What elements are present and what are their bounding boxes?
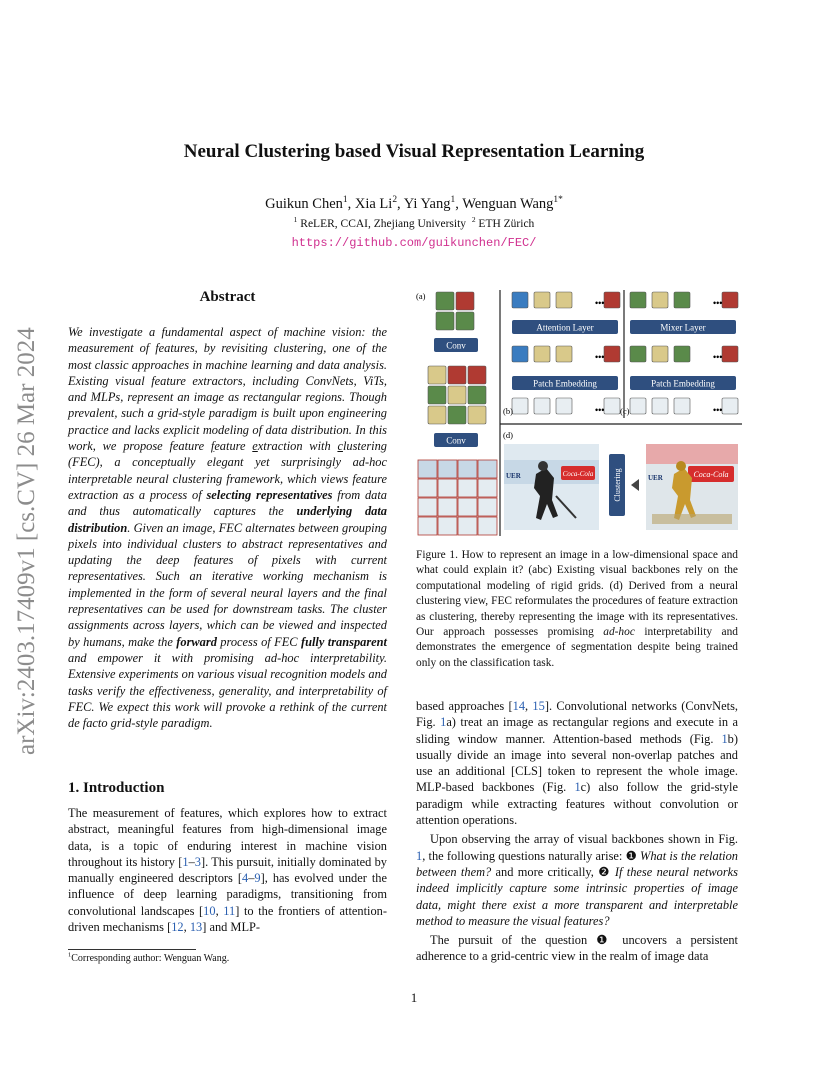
code-link[interactable]: https://github.com/guikunchen/FEC/ — [291, 236, 537, 250]
token-cell — [436, 312, 454, 330]
ad-text: Coca-Cola — [693, 470, 729, 479]
arxiv-id: arXiv:2403.17409v1 [cs.CV] 26 Mar 2024 — [13, 327, 40, 755]
token-cell — [556, 398, 572, 414]
ad-text-short: UER — [648, 474, 663, 482]
token-cell — [604, 346, 620, 362]
ellipsis-glyph: ••• — [595, 298, 605, 308]
token-cell — [556, 346, 572, 362]
ad-text-short: UER — [506, 472, 521, 480]
token-cell — [674, 292, 690, 308]
token-cell — [448, 366, 466, 384]
ellipsis-glyph: ••• — [713, 298, 723, 308]
token-cell — [428, 366, 446, 384]
author-affil-sup: 1 — [450, 195, 456, 206]
token-cell — [674, 346, 690, 362]
ellipsis-glyph: ••• — [713, 352, 723, 362]
author-affil-sup: 2 — [392, 195, 398, 206]
panel-label-d: (d) — [503, 430, 513, 440]
arxiv-stamp — [13, 285, 48, 755]
token-cell — [512, 398, 528, 414]
token-cell — [468, 406, 486, 424]
citation-link[interactable]: 15 — [532, 699, 545, 713]
image-patch — [478, 479, 497, 497]
image-patch — [478, 498, 497, 516]
image-patch — [478, 460, 497, 478]
page-number: 1 — [410, 990, 418, 1005]
citation-link[interactable]: 11 — [223, 903, 236, 918]
image-patch — [478, 517, 497, 535]
token-cell — [534, 346, 550, 362]
introduction-body: The measurement of features, which explores how to extract abstract, meaningful features from high-dimensional image data, is a topic of enduring interest in machine vision throughout its history [1–3]. This pursuit, initially dominated by manually engineered descriptors [4–9], has evolved under the influence of deep learning paradigms, transitioning from convolutional landscapes [10, 11] to the frontiers of attention-driven mechanisms [12, 13] and MLP- — [68, 806, 387, 935]
conv-label: Conv — [446, 435, 466, 446]
figure-link[interactable]: 1 — [440, 715, 447, 730]
author-name: Xia Li — [354, 196, 393, 212]
token-cell — [428, 386, 446, 404]
token-cell — [652, 398, 668, 414]
token-cell — [556, 292, 572, 308]
affil-sup: 2 — [471, 215, 476, 225]
image-patch — [458, 498, 477, 516]
token-cell — [630, 292, 646, 308]
affil-sup: 1 — [293, 215, 298, 225]
patch-embedding-label: Patch Embedding — [533, 378, 597, 389]
citation-link[interactable]: 1 — [182, 854, 189, 869]
token-cell — [512, 292, 528, 308]
image-patch — [418, 460, 437, 478]
token-cell — [604, 292, 620, 308]
abstract-heading: Abstract — [199, 289, 256, 305]
token-cell — [652, 346, 668, 362]
token-cell — [456, 312, 474, 330]
image-patch — [458, 479, 477, 497]
clustering-label: Clustering — [613, 468, 622, 502]
token-cell — [448, 406, 466, 424]
author-affil-sup: 1* — [553, 195, 563, 206]
token-cell — [604, 398, 620, 414]
figure-link[interactable]: 1 — [721, 731, 728, 746]
token-cell — [722, 346, 738, 362]
citation-link[interactable]: 3 — [194, 854, 201, 869]
conv-label: Conv — [446, 340, 466, 351]
author-name: Guikun Chen — [265, 196, 343, 212]
figure-link[interactable]: 1 — [416, 848, 423, 863]
image-patch — [438, 498, 457, 516]
image-patch — [438, 479, 457, 497]
token-cell — [652, 292, 668, 308]
introduction-heading: 1. Introduction — [68, 780, 165, 796]
footnote: $^1$Corresponding author: Wenguan Wang. — [68, 951, 230, 964]
token-cell — [468, 386, 486, 404]
attention-layer-label: Attention Layer — [536, 322, 594, 333]
author-name: Wenguan Wang — [462, 196, 554, 212]
figure-1 — [414, 286, 742, 536]
token-cell — [534, 292, 550, 308]
image-patch — [418, 479, 437, 497]
image-patch — [418, 498, 437, 516]
panel-label-a: (a) — [416, 291, 426, 301]
token-cell — [448, 386, 466, 404]
affiliations — [0, 215, 828, 230]
author-affil-sup: 1 — [342, 195, 348, 206]
token-cell — [456, 292, 474, 310]
image-patch — [458, 517, 477, 535]
ellipsis-glyph: ••• — [595, 405, 605, 415]
author-list: Guikun Chen$^1$, Xia Li$^2$, Yi Yang$^1$, Wenguan Wang$^{1*}$ — [265, 195, 563, 212]
token-cell — [674, 398, 690, 414]
figure-caption: Figure 1. How to represent an image in a low-dimensional space and what could explain it? (abc) Existing visual backbones rely on the computational modeling of rigid grids. (d) Derived from a neural clustering view, FEC reformulates the procedures of feature extraction as clustering, thereby representing the image with its representatives. Our approach possesses promising ad-hoc interpretability and demonstrates the emergence of segmentation despite being trained only on the classification task. — [416, 549, 738, 669]
paper-title: Neural Clustering based Visual Representation Learning — [183, 141, 645, 162]
mixer-layer-label: Mixer Layer — [660, 322, 706, 333]
abstract-body: We investigate a fundamental aspect of machine vision: the measurement of features, by revisiting clustering, one of the most classic approaches in machine learning and data analysis. Existing visual feature extractors, including ConvNets, ViTs, and MLPs, represent an image as rectangular regions. Though prevalent, such a grid-style paradigm is built upon engineering practice and lacks explicit modeling of data distribution. In this work, we propose feature feature extraction with clustering (FEC), a conceptually elegant yet surprisingly ad-hoc interpretable neural clustering framework, which views feature extraction as a process of selecting representatives from data and thus automatically captures the underlying data distribution. Given an image, FEC alternates between grouping pixels into individual clusters to abstract representatives and updating the deep features of pixels with current representatives. Such an iterative working mechanism is implemented in the form of several neural layers and the final representatives can be used for downstream tasks. The cluster assignments across layers, which can be viewed and inspected by humans, make the forward process of FEC fully transparent and empower it with promising ad-hoc interpretability. Extensive experiments on various visual recognition models and tasks verify the effectiveness, generality, and interpretability of FEC. We expect this work will provoke a rethink of the current de facto grid-style paradigm. — [68, 325, 387, 731]
token-cell — [630, 398, 646, 414]
affiliation-1: ReLER, CCAI, Zhejiang University — [300, 218, 467, 230]
citation-link[interactable]: 9 — [254, 871, 261, 886]
right-column-body: based approaches [14, 15]. Convolutional networks (ConvNets, Fig. 1a) treat an image as rectangular regions and execute in a sliding window manner. Attention-based methods (Fig. 1b) usually divide an image into several non-overlap patches and use an additional [CLS] token to represent the whole image. MLP-based backbones (Fig. 1c) also follow the grid-style paradigm while extracting features without convolution or attention operations. Upon observing the array of visual backbones shown in Fig. 1, the following questions naturally arise: ❶ What is the relation between them? and more critically, ❷ If these neural networks indeed implicitly capture some intrinsic properties of image data, might there exist a more transparent and interpretable method to measure the visual features? The pursuit of the question ❶ uncovers a persistent adherence to a grid-centric view in the realm of image data — [416, 699, 739, 964]
image-patch — [458, 460, 477, 478]
image-patch — [418, 517, 437, 535]
author-name: Yi Yang — [403, 196, 451, 212]
token-cell — [534, 398, 550, 414]
footnote-rule — [68, 949, 196, 950]
token-cell — [512, 346, 528, 362]
token-cell — [436, 292, 454, 310]
citation-link[interactable]: 10 — [203, 903, 216, 918]
ellipsis-glyph: ••• — [595, 352, 605, 362]
citation-link[interactable]: 14 — [512, 699, 526, 713]
ad-text: Coca-Cola — [562, 470, 594, 478]
citation-link[interactable]: 12 — [171, 920, 184, 935]
image-patch — [438, 460, 457, 478]
image-patch — [438, 517, 457, 535]
citation-link[interactable]: 13 — [189, 920, 203, 935]
token-cell — [428, 406, 446, 424]
ellipsis-glyph: ••• — [713, 405, 723, 415]
panel-label-c: (c) — [620, 406, 630, 416]
patch-embedding-label: Patch Embedding — [651, 378, 715, 389]
panel-label-b: (b) — [503, 406, 513, 416]
token-cell — [722, 292, 738, 308]
token-cell — [722, 398, 738, 414]
citation-link[interactable]: 4 — [242, 871, 249, 886]
figure-link[interactable]: 1 — [574, 780, 581, 795]
token-cell — [630, 346, 646, 362]
token-cell — [468, 366, 486, 384]
affiliation-2: ETH Zürich — [478, 218, 535, 230]
